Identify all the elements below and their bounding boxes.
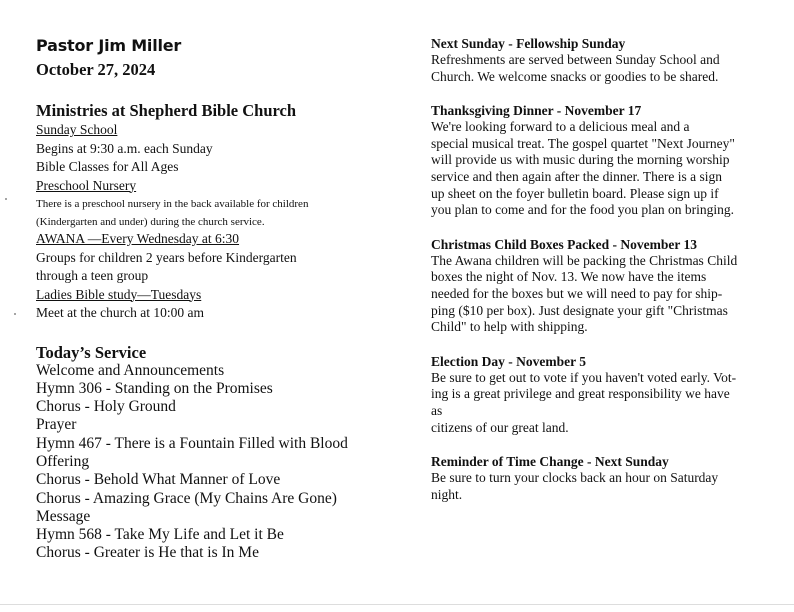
ministries-section [36,101,396,323]
announcement-text-line: needed for the boxes but we will need to pay for ship- [431,285,723,301]
announcement-text-line: Be sure to turn your clocks back an hour on Saturday [431,470,719,486]
announcement-title: Thanksgiving Dinner - November 17 [431,103,642,119]
announcement-text-line: boxes the night of Nov. 13. We now have the items [431,269,707,285]
ministries-title: Ministries at Shepherd Bible Church [36,101,297,120]
announcement-text-line: Refreshments are served between Sunday School and [431,52,720,67]
service-item: Hymn 467 - There is a Fountain Filled with Blood [36,434,348,452]
announcements-column [431,36,761,521]
announcement-text-line: Church. We welcome snacks or goodies to be shared. [431,68,719,84]
announcement-text-line: night. [431,486,463,502]
announcement-text-line: up sheet on the foyer bulletin board. Please sign up if [431,185,719,201]
service-item: Message [36,507,91,525]
bulletin-date: October 27, 2024 [36,60,156,79]
scan-edge-line [0,604,794,605]
announcement-text-line: service and then again after the dinner. There is a sign [431,168,723,184]
announcement-text-line: Child" to help with shipping. [431,319,588,335]
announcement-title: Election Day - November 5 [431,353,586,369]
announcement-title: Christmas Child Boxes Packed - November 13 [431,236,697,252]
announcement-text-line: you plan to come and for the food you plan on bringing. [431,202,734,218]
service-item: Welcome and Announcements [36,361,225,379]
ministry-detail: (Kindergarten and under) during the church service. [36,215,265,228]
announcement-text-line: citizens of our great land. [431,419,569,435]
ministry-detail: There is a preschool nursery in the back available for children [36,198,309,210]
service-item: Chorus - Amazing Grace (My Chains Are Gone) [36,489,337,507]
service-item: Chorus - Greater is He that is In Me [36,544,259,562]
ministry-heading: Sunday School [36,122,118,137]
announcement-block [431,36,761,85]
ministry-detail: through a teen group [36,268,149,283]
pastor-name: Pastor Jim Miller [36,36,182,55]
announcement-text-line: will provide us with music during the morning worship [431,152,730,168]
announcement-title: Reminder of Time Change - Next Sunday [431,454,669,470]
ministries-list [36,121,396,323]
ministry-detail: Groups for children 2 years before Kindergarten [36,249,297,265]
announcement-text-line: We're looking forward to a delicious meal and a [431,119,690,135]
service-item: Hymn 306 - Standing on the Promises [36,379,273,397]
service-section [36,344,396,563]
announcement-text-line: The Awana children will be packing the Christmas Child [431,252,738,268]
service-item: Chorus - Holy Ground [36,398,176,416]
service-order-list [36,362,396,563]
announcement-text-line: ing is a great privilege and great responsibility we have [431,386,730,402]
ministry-heading: AWANA —Every Wednesday at 6:30 [36,231,240,246]
service-item: Offering [36,452,90,470]
left-column [36,36,396,563]
ministry-detail: Bible Classes for All Ages [36,159,179,174]
announcement-text-line: Be sure to get out to vote if you haven't voted early. Vot- [431,369,737,385]
ministry-heading: Ladies Bible study—Tuesdays [36,286,202,302]
announcement-block [431,237,761,336]
ministry-detail: Meet at the church at 10:00 am [36,305,204,320]
ministry-detail: Begins at 9:30 a.m. each Sunday [36,140,213,156]
announcement-text-line: as [431,402,443,418]
service-item: Chorus - Behold What Manner of Love [36,471,281,489]
service-item: Hymn 568 - Take My Life and Let it Be [36,526,284,544]
announcement-block [431,354,761,436]
announcement-text-line: special musical treat. The gospel quartet "Next Journey" [431,135,735,151]
service-item: Prayer [36,416,77,434]
scan-speck [14,313,16,315]
announcement-block [431,454,761,503]
announcement-block [431,103,761,219]
scan-speck [5,198,7,200]
service-title: Today’s Service [36,342,147,362]
announcement-text-line: ping ($10 per box). Just designate your gift "Christmas [431,302,728,318]
ministry-heading: Preschool Nursery [36,177,137,193]
announcement-title: Next Sunday - Fellowship Sunday [431,36,626,51]
